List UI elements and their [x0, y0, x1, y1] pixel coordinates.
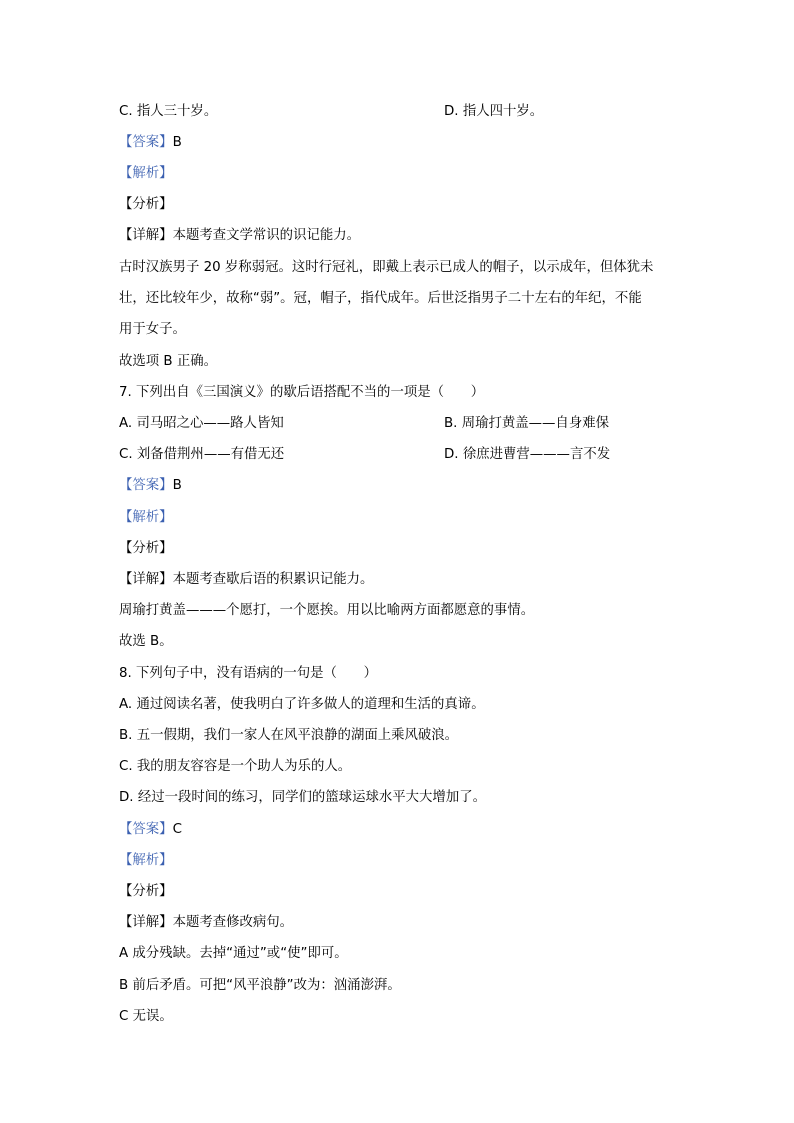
q6-explain-line-3: 用于女子。 — [119, 322, 186, 337]
q7-option-d: D. 徐庶进曹营———言不发 — [444, 447, 611, 462]
q8-option-a: A. 通过阅读名著，使我明白了许多做人的道理和生活的真谛。 — [119, 697, 485, 712]
q6-explain-line-1: 古时汉族男子 20 岁称弱冠。这时行冠礼，即戴上表示已成人的帽子，以示成年，但体犹未 — [119, 260, 654, 275]
q7-option-a: A. 司马昭之心——路人皆知 — [119, 416, 284, 431]
q6-option-d: D. 指人四十岁。 — [444, 104, 544, 119]
q7-detail — [119, 570, 679, 590]
q8-option-d: D. 经过一段时间的练习，同学们的篮球运球水平大大增加了。 — [119, 790, 486, 805]
q6-explain-line-2: 壮，还比较年少，故称“弱”。冠，帽子，指代成年。后世泛指男子二十左右的年纪，不能 — [119, 291, 642, 306]
q7-conclusion: 故选 B。 — [119, 634, 173, 649]
q8-explain-a: A 成分残缺。去掉“通过”或“使”即可。 — [119, 946, 348, 961]
q7-explain-line-1: 周瑜打黄盖———个愿打，一个愿挨。用以比喻两方面都愿意的事情。 — [119, 603, 535, 618]
q8-option-b: B. 五一假期，我们一家人在风平浪静的湖面上乘风破浪。 — [119, 728, 459, 743]
detail-text: 本题考查文学常识的识记能力。 — [172, 228, 361, 243]
q6-answer — [119, 133, 679, 153]
answer-label: 【答案】 — [119, 135, 173, 150]
detail-text: 本题考查修改病句。 — [172, 915, 294, 930]
q6-jiexi-label: 【解析】 — [119, 166, 173, 181]
answer-value: C — [172, 822, 182, 837]
q7-option-b: B. 周瑜打黄盖——自身难保 — [444, 416, 609, 431]
q7-option-c: C. 刘备借荆州——有借无还 — [119, 447, 285, 462]
q6-fenxi-label: 【分析】 — [119, 197, 173, 212]
q7-answer — [119, 476, 679, 496]
q8-stem: 8. 下列句子中，没有语病的一句是（ ） — [119, 666, 378, 681]
q8-detail — [119, 913, 679, 933]
q8-explain-c: C 无误。 — [119, 1009, 173, 1024]
q8-answer — [119, 820, 679, 840]
q6-detail — [119, 226, 679, 246]
detail-label: 【详解】 — [119, 915, 173, 930]
detail-label: 【详解】 — [119, 228, 173, 243]
answer-label: 【答案】 — [119, 478, 173, 493]
q8-fenxi-label: 【分析】 — [119, 884, 173, 899]
q8-explain-b: B 前后矛盾。可把“风平浪静”改为：汹涌澎湃。 — [119, 978, 401, 993]
answer-label: 【答案】 — [119, 822, 173, 837]
q8-option-c: C. 我的朋友容容是一个助人为乐的人。 — [119, 759, 352, 774]
detail-text: 本题考查歇后语的积累识记能力。 — [172, 572, 374, 587]
q6-conclusion: 故选项 B 正确。 — [119, 354, 218, 369]
detail-label: 【详解】 — [119, 572, 173, 587]
q7-fenxi-label: 【分析】 — [119, 541, 173, 556]
q8-jiexi-label: 【解析】 — [119, 853, 173, 868]
answer-value: B — [172, 135, 182, 150]
answer-value: B — [172, 478, 182, 493]
q7-stem: 7. 下列出自《三国演义》的歇后语搭配不当的一项是（ ） — [119, 385, 485, 400]
q6-option-c: C. 指人三十岁。 — [119, 104, 218, 119]
q7-jiexi-label: 【解析】 — [119, 510, 173, 525]
